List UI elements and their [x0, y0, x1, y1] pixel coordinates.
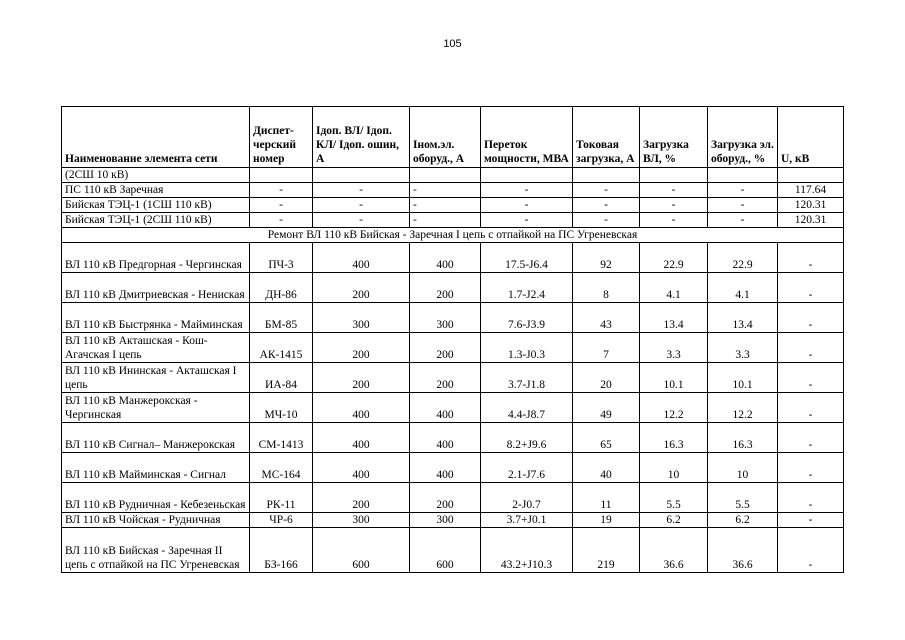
cell-voltage: - — [778, 393, 844, 423]
cell-power-flow: - — [481, 183, 573, 198]
table-row — [62, 363, 844, 393]
page-number: 105 — [443, 38, 462, 50]
cell-element-name: ВЛ 110 кВ Ининская - Акташская I цепь — [62, 363, 250, 393]
table-row — [62, 333, 844, 363]
cell-equipment-load: 12.2 — [708, 393, 778, 423]
cell-current-load: 7 — [573, 333, 640, 363]
cell-current-load: - — [573, 198, 640, 213]
cell-voltage: 120.31 — [778, 198, 844, 213]
cell-line-load — [640, 168, 708, 183]
cell-dispatcher-number: РК-11 — [250, 483, 313, 513]
cell-equipment-load: 13.4 — [708, 303, 778, 333]
cell-line-load: - — [640, 198, 708, 213]
cell-nominal-current: 400 — [410, 393, 481, 423]
cell-voltage — [778, 168, 844, 183]
cell-line-load: 12.2 — [640, 393, 708, 423]
cell-allowed-current: 400 — [313, 453, 410, 483]
cell-current-load: 219 — [573, 528, 640, 573]
table-row — [62, 243, 844, 273]
cell-nominal-current: 400 — [410, 453, 481, 483]
cell-dispatcher-number: АК-1415 — [250, 333, 313, 363]
cell-dispatcher-number: ИА-84 — [250, 363, 313, 393]
cell-element-name: ВЛ 110 кВ Чойская - Рудничная — [62, 513, 250, 528]
cell-power-flow: 4.4-J8.7 — [481, 393, 573, 423]
cell-allowed-current: - — [313, 198, 410, 213]
cell-element-name: (2СШ 10 кВ) — [62, 168, 250, 183]
cell-current-load: 11 — [573, 483, 640, 513]
header-nominal-current: Iном.эл. оборуд., А — [410, 107, 481, 168]
cell-line-load: 22.9 — [640, 243, 708, 273]
cell-power-flow — [481, 168, 573, 183]
cell-voltage: - — [778, 363, 844, 393]
cell-dispatcher-number: - — [250, 198, 313, 213]
cell-element-name: ВЛ 110 кВ Рудничная - Кебезеньская — [62, 483, 250, 513]
cell-power-flow: 3.7+J0.1 — [481, 513, 573, 528]
cell-line-load: 5.5 — [640, 483, 708, 513]
table-row — [62, 453, 844, 483]
cell-equipment-load: 10 — [708, 453, 778, 483]
cell-voltage: - — [778, 483, 844, 513]
cell-equipment-load: 4.1 — [708, 273, 778, 303]
cell-allowed-current: 200 — [313, 333, 410, 363]
cell-power-flow: 7.6-J3.9 — [481, 303, 573, 333]
network-elements-table — [61, 106, 844, 573]
cell-dispatcher-number — [250, 168, 313, 183]
cell-allowed-current: 200 — [313, 363, 410, 393]
cell-power-flow: 8.2+J9.6 — [481, 423, 573, 453]
header-element-name: Наименование элемента сети — [62, 107, 250, 168]
cell-power-flow: 1.3-J0.3 — [481, 333, 573, 363]
cell-line-load: 10.1 — [640, 363, 708, 393]
cell-current-load: 19 — [573, 513, 640, 528]
cell-line-load: - — [640, 183, 708, 198]
cell-current-load: 40 — [573, 453, 640, 483]
cell-power-flow: 3.7-J1.8 — [481, 363, 573, 393]
header-equipment-load: Загрузка эл. оборуд., % — [708, 107, 778, 168]
cell-element-name: ВЛ 110 кВ Манжерокская - Чергинская — [62, 393, 250, 423]
table-body — [62, 168, 844, 573]
cell-allowed-current — [313, 168, 410, 183]
cell-element-name: ВЛ 110 кВ Дмитриевская - Нениская — [62, 273, 250, 303]
cell-allowed-current: 400 — [313, 393, 410, 423]
cell-equipment-load: 16.3 — [708, 423, 778, 453]
cell-equipment-load: 6.2 — [708, 513, 778, 528]
cell-nominal-current: 300 — [410, 303, 481, 333]
cell-equipment-load: - — [708, 183, 778, 198]
cell-element-name: ВЛ 110 кВ Акташская - Кош-Агачская I цепь — [62, 333, 250, 363]
cell-power-flow: - — [481, 213, 573, 228]
cell-power-flow: 17.5-J6.4 — [481, 243, 573, 273]
cell-dispatcher-number: ПЧ-3 — [250, 243, 313, 273]
cell-element-name: ВЛ 110 кВ Бийская - Заречная II цепь с отпайкой на ПС Угреневская — [62, 528, 250, 573]
cell-allowed-current: - — [313, 183, 410, 198]
cell-dispatcher-number: - — [250, 183, 313, 198]
header-allowed-current: Iдоп. ВЛ/ Iдоп. КЛ/ Iдоп. ошин, А — [313, 107, 410, 168]
cell-equipment-load: 3.3 — [708, 333, 778, 363]
cell-dispatcher-number: ДН-86 — [250, 273, 313, 303]
cell-current-load: 49 — [573, 393, 640, 423]
cell-line-load: 13.4 — [640, 303, 708, 333]
cell-voltage: 117.64 — [778, 183, 844, 198]
cell-element-name: Бийская ТЭЦ-1 (2СШ 110 кВ) — [62, 213, 250, 228]
table-row — [62, 528, 844, 573]
cell-voltage: - — [778, 333, 844, 363]
header-power-flow: Переток мощности, МВА — [481, 107, 573, 168]
cell-voltage: - — [778, 303, 844, 333]
table-row — [62, 183, 844, 198]
cell-equipment-load — [708, 168, 778, 183]
cell-line-load: 36.6 — [640, 528, 708, 573]
table-row — [62, 513, 844, 528]
header-voltage: U, кВ — [778, 107, 844, 168]
cell-allowed-current: 400 — [313, 243, 410, 273]
cell-nominal-current: 400 — [410, 423, 481, 453]
cell-element-name: ВЛ 110 кВ Быстрянка - Майминская — [62, 303, 250, 333]
cell-allowed-current: 200 — [313, 483, 410, 513]
cell-nominal-current: 600 — [410, 528, 481, 573]
cell-current-load: 92 — [573, 243, 640, 273]
table-row — [62, 303, 844, 333]
cell-element-name: ПС 110 кВ Заречная — [62, 183, 250, 198]
section-row — [62, 228, 844, 243]
cell-allowed-current: 400 — [313, 423, 410, 453]
cell-nominal-current — [410, 168, 481, 183]
header-current-load: Токовая загрузка, А — [573, 107, 640, 168]
cell-nominal-current: 200 — [410, 483, 481, 513]
cell-equipment-load: 36.6 — [708, 528, 778, 573]
cell-element-name: ВЛ 110 кВ Сигнал– Манжерокская — [62, 423, 250, 453]
cell-current-load: 65 — [573, 423, 640, 453]
cell-equipment-load: 5.5 — [708, 483, 778, 513]
cell-power-flow: 2-J0.7 — [481, 483, 573, 513]
table-row — [62, 198, 844, 213]
cell-power-flow: 2.1-J7.6 — [481, 453, 573, 483]
cell-line-load: - — [640, 213, 708, 228]
cell-element-name: ВЛ 110 кВ Майминская - Сигнал — [62, 453, 250, 483]
cell-nominal-current: 200 — [410, 333, 481, 363]
cell-voltage: - — [778, 453, 844, 483]
cell-current-load: - — [573, 183, 640, 198]
cell-line-load: 4.1 — [640, 273, 708, 303]
cell-nominal-current: - — [410, 198, 481, 213]
cell-nominal-current: 200 — [410, 273, 481, 303]
cell-power-flow: 1.7-J2.4 — [481, 273, 573, 303]
cell-equipment-load: 10.1 — [708, 363, 778, 393]
cell-nominal-current: - — [410, 213, 481, 228]
cell-voltage: - — [778, 273, 844, 303]
table-row — [62, 483, 844, 513]
cell-allowed-current: 600 — [313, 528, 410, 573]
cell-equipment-load: - — [708, 213, 778, 228]
table-row — [62, 168, 844, 183]
section-title: Ремонт ВЛ 110 кВ Бийская - Заречная I цепь с отпайкой на ПС Угреневская — [62, 228, 844, 243]
table-row — [62, 273, 844, 303]
cell-voltage: - — [778, 423, 844, 453]
cell-element-name: ВЛ 110 кВ Предгорная - Чергинская — [62, 243, 250, 273]
cell-allowed-current: 300 — [313, 303, 410, 333]
cell-dispatcher-number: СМ-1413 — [250, 423, 313, 453]
cell-current-load: 20 — [573, 363, 640, 393]
cell-dispatcher-number: ЧР-6 — [250, 513, 313, 528]
cell-nominal-current: 300 — [410, 513, 481, 528]
cell-allowed-current: 300 — [313, 513, 410, 528]
header-dispatcher-number: Диспет-черский номер — [250, 107, 313, 168]
cell-line-load: 3.3 — [640, 333, 708, 363]
cell-line-load: 16.3 — [640, 423, 708, 453]
cell-voltage: - — [778, 513, 844, 528]
cell-current-load: - — [573, 213, 640, 228]
cell-allowed-current: - — [313, 213, 410, 228]
cell-nominal-current: 200 — [410, 363, 481, 393]
cell-equipment-load: - — [708, 198, 778, 213]
cell-voltage: 120.31 — [778, 213, 844, 228]
table-row — [62, 213, 844, 228]
cell-dispatcher-number: - — [250, 213, 313, 228]
cell-equipment-load: 22.9 — [708, 243, 778, 273]
cell-line-load: 6.2 — [640, 513, 708, 528]
table-row — [62, 393, 844, 423]
cell-power-flow: - — [481, 198, 573, 213]
table-row — [62, 423, 844, 453]
cell-dispatcher-number: МЧ-10 — [250, 393, 313, 423]
table-header-row — [62, 107, 844, 168]
cell-element-name: Бийская ТЭЦ-1 (1СШ 110 кВ) — [62, 198, 250, 213]
cell-dispatcher-number: БЗ-166 — [250, 528, 313, 573]
cell-allowed-current: 200 — [313, 273, 410, 303]
cell-current-load — [573, 168, 640, 183]
cell-current-load: 8 — [573, 273, 640, 303]
cell-voltage: - — [778, 528, 844, 573]
cell-nominal-current: - — [410, 183, 481, 198]
cell-dispatcher-number: БМ-85 — [250, 303, 313, 333]
header-line-load: Загрузка ВЛ, % — [640, 107, 708, 168]
cell-current-load: 43 — [573, 303, 640, 333]
cell-power-flow: 43.2+J10.3 — [481, 528, 573, 573]
cell-voltage: - — [778, 243, 844, 273]
cell-nominal-current: 400 — [410, 243, 481, 273]
cell-dispatcher-number: МС-164 — [250, 453, 313, 483]
cell-line-load: 10 — [640, 453, 708, 483]
